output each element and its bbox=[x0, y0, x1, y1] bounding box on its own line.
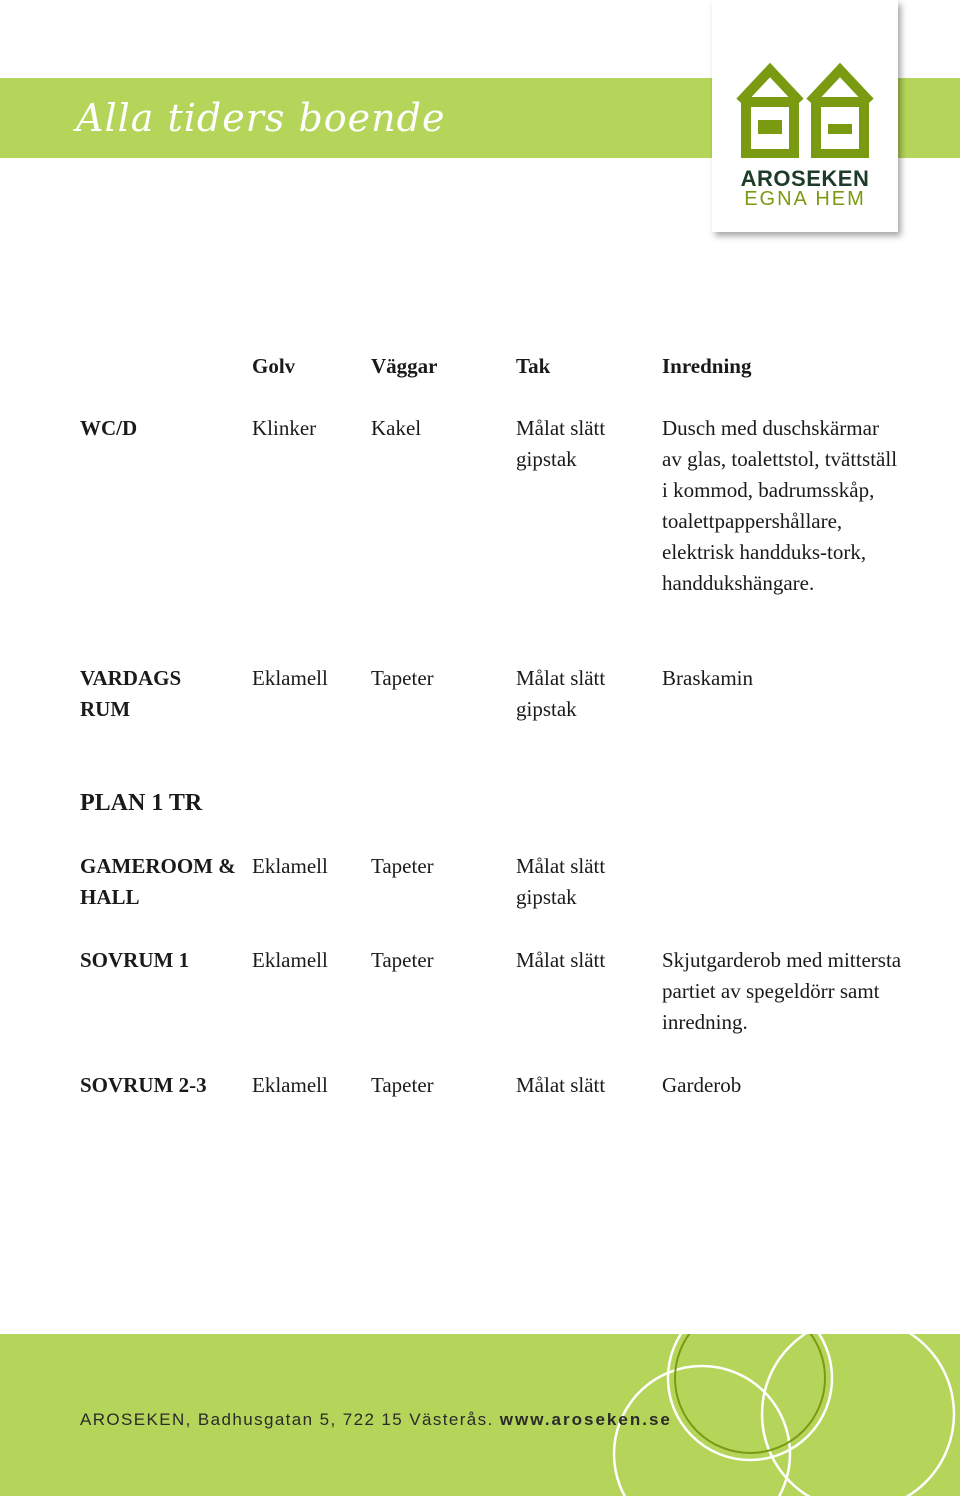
column-header-golv: Golv bbox=[252, 354, 296, 378]
column-header-tak: Tak bbox=[516, 354, 551, 378]
cell-vaggar: Tapeter bbox=[371, 666, 434, 690]
tagline: Alla tiders boende bbox=[76, 96, 446, 140]
room-name: GAMEROOM & HALL bbox=[80, 854, 236, 909]
cell-tak: Målat slätt bbox=[516, 948, 606, 972]
logo-card bbox=[712, 0, 898, 232]
logo-name: AROSEKEN bbox=[740, 166, 870, 191]
room-name: SOVRUM 2-3 bbox=[80, 1073, 207, 1097]
cell-golv: Eklamell bbox=[252, 666, 328, 690]
room-name: SOVRUM 1 bbox=[80, 948, 190, 972]
cell-tak: Målat slätt gipstak bbox=[516, 854, 606, 909]
cell-golv: Eklamell bbox=[252, 948, 328, 972]
cell-vaggar: Kakel bbox=[371, 416, 422, 440]
house-logo-icon bbox=[736, 62, 874, 158]
cell-golv: Eklamell bbox=[252, 1073, 328, 1097]
cell-golv: Klinker bbox=[252, 416, 317, 440]
cell-inredning: Braskamin bbox=[662, 666, 753, 690]
cell-tak: Målat slätt gipstak bbox=[516, 666, 606, 721]
footer-url[interactable]: www.aroseken.se bbox=[499, 1410, 672, 1429]
cell-tak: Målat slätt bbox=[516, 1073, 606, 1097]
footer-address: AROSEKEN, Badhusgatan 5, 722 15 Västerås. bbox=[80, 1410, 494, 1429]
logo-subtitle: EGNA HEM bbox=[744, 188, 866, 210]
column-header-vaggar: Väggar bbox=[371, 354, 438, 378]
cell-vaggar: Tapeter bbox=[371, 1073, 434, 1097]
cell-inredning: Skjutgarderob med mittersta partiet av spegeldörr samt inredning. bbox=[662, 948, 902, 1034]
column-header-inredning: Inredning bbox=[662, 354, 752, 378]
cell-vaggar: Tapeter bbox=[371, 948, 434, 972]
room-name: WC/D bbox=[80, 416, 138, 440]
cell-golv: Eklamell bbox=[252, 854, 328, 878]
section-title: PLAN 1 TR bbox=[80, 790, 203, 816]
footer-contact bbox=[80, 1410, 672, 1430]
footer-band bbox=[0, 1334, 960, 1496]
cell-inredning: Dusch med duschskärmar av glas, toalettstol, tvättställ i kommod, badrumsskåp, toalettpappershållare, elektrisk handduks-tork, handdukshängare. bbox=[662, 416, 898, 595]
cell-tak: Målat slätt gipstak bbox=[516, 416, 606, 471]
cell-vaggar: Tapeter bbox=[371, 854, 434, 878]
cell-inredning: Garderob bbox=[662, 1073, 742, 1097]
room-name: VARDAGS RUM bbox=[80, 666, 182, 721]
